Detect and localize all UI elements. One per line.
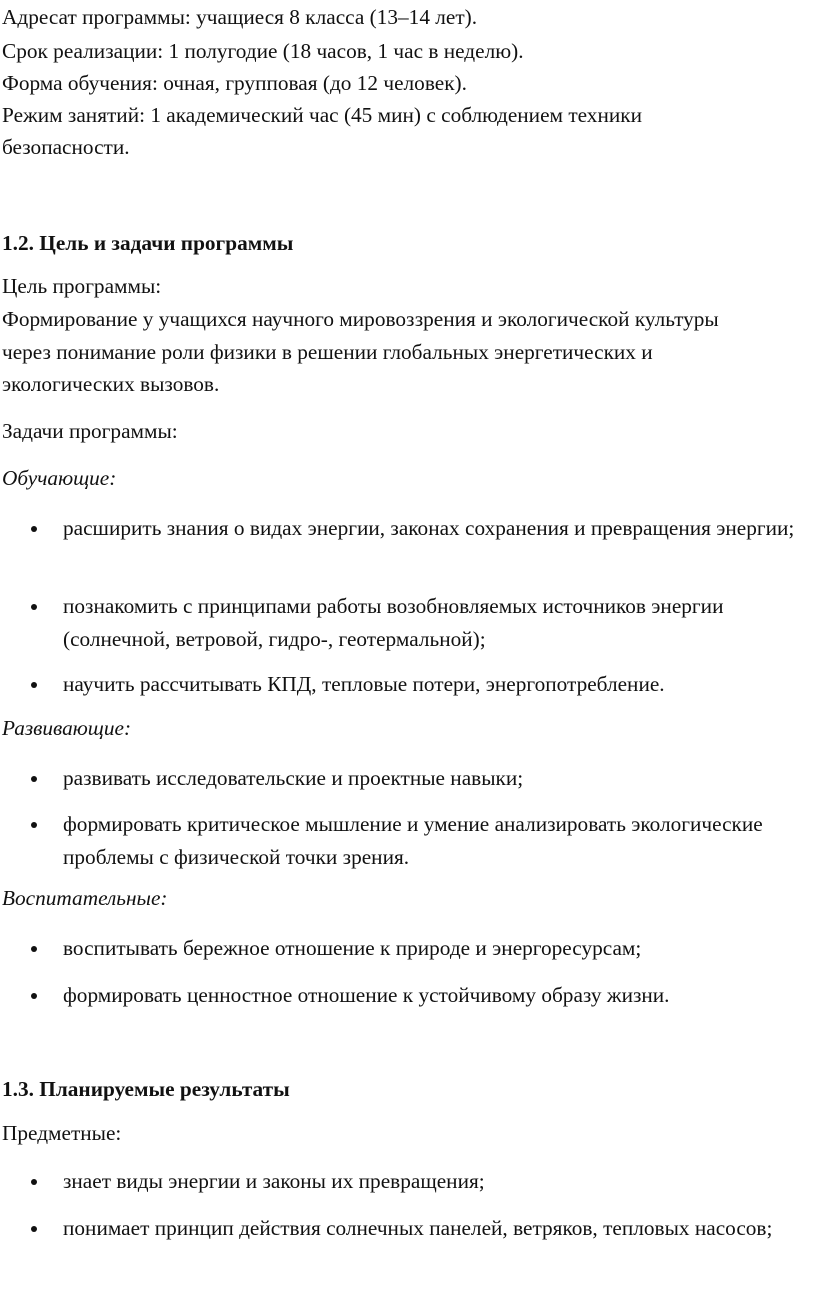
bullet-icon	[31, 822, 37, 828]
bullet-icon	[31, 604, 37, 610]
list-item-text: понимает принцип действия солнечных панелей, ветряков, тепловых насосов;	[63, 1216, 773, 1240]
intro-line-form: Форма обучения: очная, групповая (до 12 человек).	[2, 71, 467, 95]
section-heading-results: 1.3. Планируемые результаты	[2, 1077, 290, 1101]
list-item-text: воспитывать бережное отношение к природе и энергоресурсам;	[63, 936, 642, 960]
tasks-label: Задачи программы:	[2, 419, 178, 443]
bullet-icon	[31, 1226, 37, 1232]
upbringing-label: Воспитательные:	[2, 886, 168, 910]
list-item-text: развивать исследовательские и проектные навыки;	[63, 766, 524, 790]
bullet-icon	[31, 1179, 37, 1185]
intro-line-audience: Адресат программы: учащиеся 8 класса (13–14 лет).	[2, 5, 478, 29]
bullet-icon	[31, 526, 37, 532]
goal-label: Цель программы:	[2, 274, 162, 298]
list-item-text: знает виды энергии и законы их превращения;	[63, 1169, 485, 1193]
intro-line-duration: Срок реализации: 1 полугодие (18 часов, 1 час в неделю).	[2, 39, 524, 63]
bullet-icon	[31, 682, 37, 688]
subject-label: Предметные:	[2, 1121, 122, 1145]
list-item-text: расширить знания о видах энергии, законах сохранения и превращения энергии;	[63, 516, 795, 540]
bullet-icon	[31, 776, 37, 782]
intro-line-mode: Режим занятий: 1 академический час (45 мин) с соблюдением техники	[2, 103, 642, 127]
list-item-text: научить рассчитывать КПД, тепловые потери, энергопотребление.	[63, 672, 665, 696]
list-item-text: формировать критическое мышление и умение анализировать экологические проблемы с физической точки зрения.	[63, 812, 763, 869]
developing-label: Развивающие:	[2, 716, 132, 740]
bullet-icon	[31, 946, 37, 952]
section-heading-goals: 1.2. Цель и задачи программы	[2, 231, 294, 255]
list-item-text: формировать ценностное отношение к устойчивому образу жизни.	[63, 983, 670, 1007]
list-item-text: познакомить с принципами работы возобновляемых источников энергии (солнечной, ветровой, гидро-, геотермальной);	[63, 594, 724, 651]
bullet-icon	[31, 993, 37, 999]
educational-label: Обучающие:	[2, 466, 117, 490]
goal-text: Формирование у учащихся научного мировоззрения и экологической культуры через понимание роли физики в решении глобальных энергетических и экологических вызовов.	[2, 307, 719, 396]
intro-line-safety: безопасности.	[2, 135, 130, 159]
